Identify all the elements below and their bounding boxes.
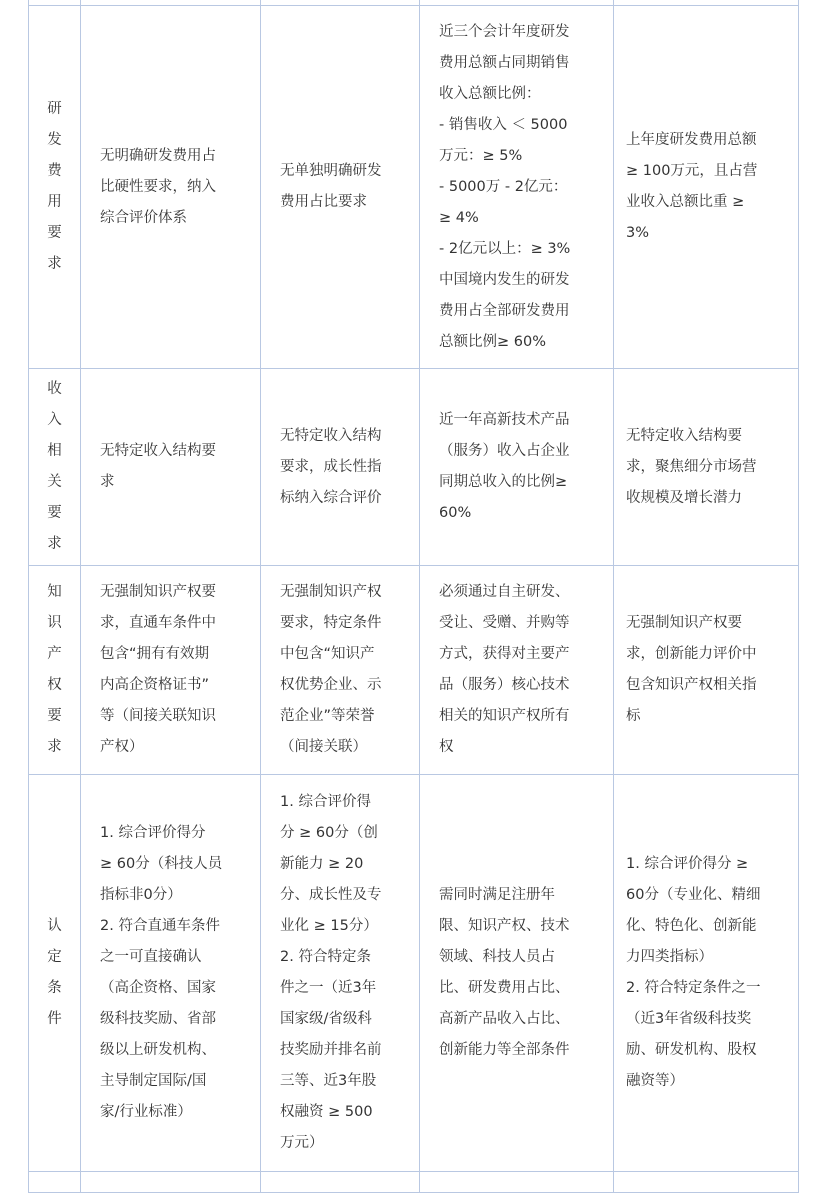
row-label-ip: 知识产权要求 <box>29 566 81 775</box>
row-label-certification: 认定条件 <box>29 775 81 1172</box>
table-row-ip <box>29 566 799 775</box>
table-cell-empty <box>614 1172 799 1193</box>
table-cell: 无强制知识产权要 求，创新能力评价中 包含知识产权相关指 标 <box>614 566 799 775</box>
table-cell: 1. 综合评价得 分 ≥ 60分（创 新能力 ≥ 20 分、成长性及专 业化 ≥ 15分） 2. 符合特定条 件之一（近3年 国家级/省级科 技奖励并排名前 三等、近3年股 权融资 ≥ 500 万元） <box>261 775 420 1172</box>
table-cell-empty <box>261 1172 420 1193</box>
table-cell: 无特定收入结构要 求，聚焦细分市场营 收规模及增长潜力 <box>614 369 799 566</box>
table-cell: 1. 综合评价得分 ≥ 60分（科技人员 指标非0分） 2. 符合直通车条件 之一可直接确认 （高企资格、国家 级科技奖励、省部 级以上研发机构、 主导制定国际/国 家/行业标准） <box>81 775 261 1172</box>
table-cell: 无特定收入结构 要求，成长性指 标纳入综合评价 <box>261 369 420 566</box>
table-cell: 必须通过自主研发、 受让、受赠、并购等 方式，获得对主要产 品（服务）核心技术 相关的知识产权所有 权 <box>420 566 614 775</box>
table-cell: 1. 综合评价得分 ≥ 60分（专业化、精细 化、特色化、创新能 力四类指标） 2. 符合特定条件之一 （近3年省级科技奖 励、研发机构、股权 融资等） <box>614 775 799 1172</box>
row-label-rd-expense: 研发费用要求 <box>29 6 81 369</box>
table-cell: 近一年高新技术产品 （服务）收入占企业 同期总收入的比例≥ 60% <box>420 369 614 566</box>
table-cell-empty <box>29 1172 81 1193</box>
table-cell: 无特定收入结构要 求 <box>81 369 261 566</box>
table-cell: 无强制知识产权要 求，直通车条件中 包含“拥有有效期 内高企资格证书” 等（间接关联知识 产权） <box>81 566 261 775</box>
table-row-bottom-edge <box>29 1172 799 1193</box>
table-cell: 近三个会计年度研发 费用总额占同期销售 收入总额比例： - 销售收入 ＜ 5000 万元：≥ 5% - 5000万 - 2亿元： ≥ 4% - 2亿元以上：≥ 3% 中国境内发生的研发 费用占全部研发费用 总额比例≥ 60% <box>420 6 614 369</box>
table-cell: 需同时满足注册年 限、知识产权、技术 领域、科技人员占 比、研发费用占比、 高新产品收入占比、 创新能力等全部条件 <box>420 775 614 1172</box>
table-row-income <box>29 369 799 566</box>
table-row-rd-expense <box>29 6 799 369</box>
row-label-income: 收入相关要求 <box>29 369 81 566</box>
table-cell: 无单独明确研发 费用占比要求 <box>261 6 420 369</box>
table-cell: 上年度研发费用总额 ≥ 100万元，且占营 业收入总额比重 ≥ 3% <box>614 6 799 369</box>
requirements-table <box>28 0 799 1193</box>
table-cell-empty <box>420 1172 614 1193</box>
table-cell: 无强制知识产权 要求，特定条件 中包含“知识产 权优势企业、示 范企业”等荣誉 （间接关联） <box>261 566 420 775</box>
table-cell-empty <box>81 1172 261 1193</box>
table-cell: 无明确研发费用占 比硬性要求，纳入 综合评价体系 <box>81 6 261 369</box>
table-row-certification <box>29 775 799 1172</box>
